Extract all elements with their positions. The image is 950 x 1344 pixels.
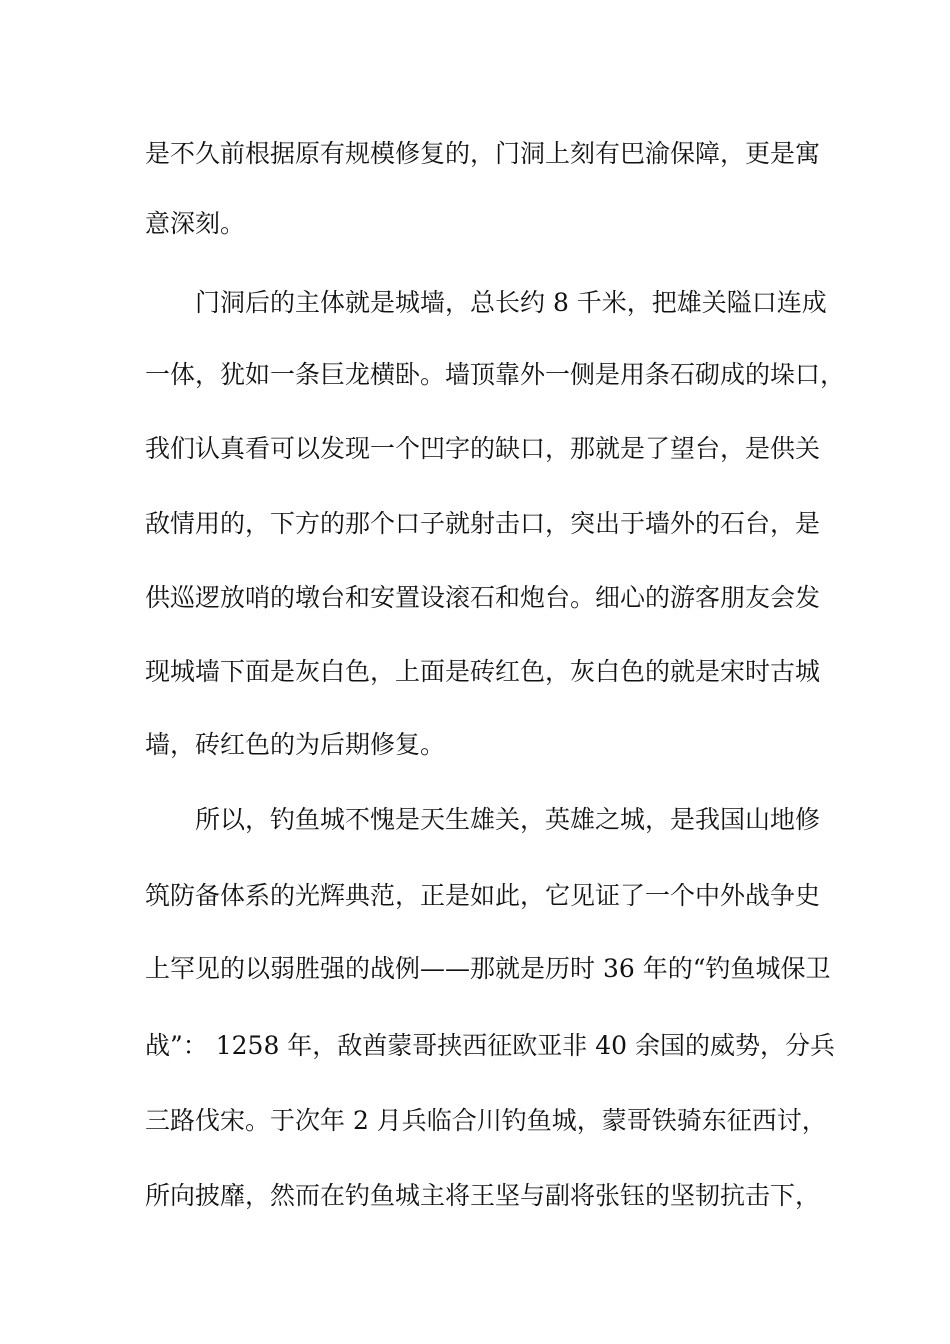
- text-line: 三路伐宋。于次年 2 月兵临合川钓鱼城，蒙哥铁骑东征西讨，: [145, 1106, 827, 1135]
- text-line: 战”： 1258 年，敌酋蒙哥挟西征欧亚非 40 余国的威势，分兵: [145, 1031, 836, 1060]
- text-line: 墙，砖红色的为后期修复。: [145, 730, 446, 759]
- text-line: 我们认真看可以发现一个凹字的缺口，那就是了望台，是供关: [145, 434, 821, 463]
- text-line: 供巡逻放哨的墩台和安置设滚石和炮台。细心的游客朋友会发: [145, 583, 821, 612]
- text-line: 意深刻。: [145, 209, 246, 238]
- text-line: 现城墙下面是灰白色，上面是砖红色，灰白色的就是宋时古城: [145, 657, 821, 686]
- text-line: 敌情用的，下方的那个口子就射击口，突出于墙外的石台，是: [145, 509, 821, 538]
- text-line: 一体，犹如一条巨龙横卧。墙顶靠外一侧是用条石砌成的垛口，: [145, 360, 846, 389]
- text-line: 是不久前根据原有规模修复的，门洞上刻有巴渝保障，更是寓: [145, 139, 821, 168]
- paragraph-first-line: 所以，钓鱼城不愧是天生雄关，英雄之城，是我国山地修: [195, 805, 821, 834]
- text-line: 上罕见的以弱胜强的战例——那就是历时 36 年的“钓鱼城保卫: [145, 954, 831, 983]
- text-line: 所向披靡，然而在钓鱼城主将王坚与副将张钰的坚韧抗击下，: [145, 1181, 821, 1210]
- paragraph-first-line: 门洞后的主体就是城墙，总长约 8 千米，把雄关隘口连成: [195, 288, 827, 317]
- text-line: 筑防备体系的光辉典范，正是如此，它见证了一个中外战争史: [145, 881, 821, 910]
